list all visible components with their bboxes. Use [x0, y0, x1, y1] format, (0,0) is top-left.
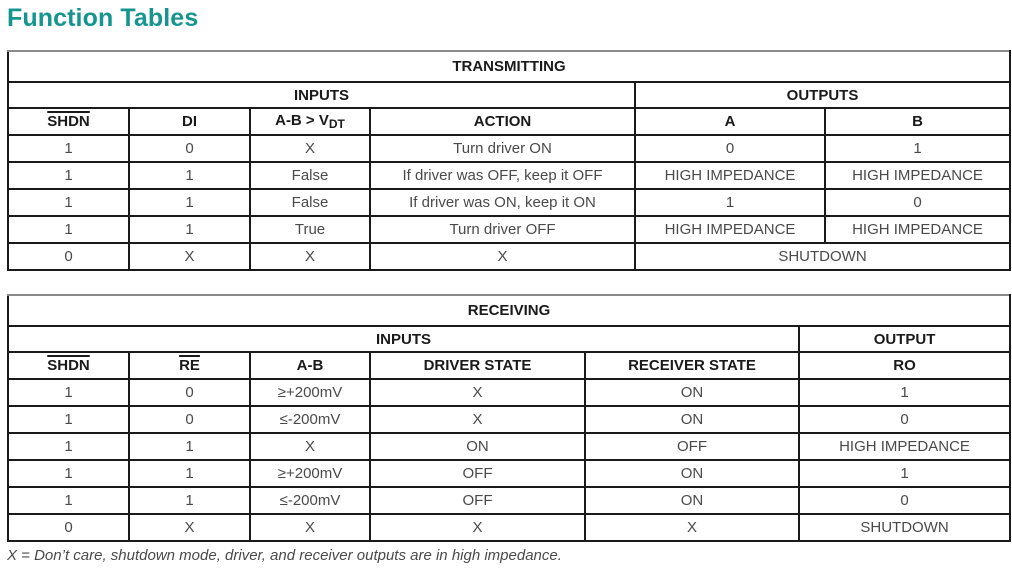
cell-action: Turn driver OFF: [370, 216, 635, 243]
table-row: [8, 433, 1010, 460]
cell-shdn: 1: [8, 406, 129, 433]
table-row: [8, 460, 1010, 487]
cell-ab: False: [250, 162, 370, 189]
cell-shdn: 1: [8, 487, 129, 514]
cell-action: Turn driver ON: [370, 135, 635, 162]
cell-action: If driver was ON, keep it ON: [370, 189, 635, 216]
rx-inputs-group: INPUTS: [8, 326, 799, 352]
cell-shdn: 1: [8, 460, 129, 487]
cell-outputs-shutdown: SHUTDOWN: [635, 243, 1010, 270]
cell-re: 0: [129, 406, 250, 433]
tx-outputs-group: OUTPUTS: [635, 82, 1010, 108]
cell-ab: X: [250, 243, 370, 270]
table-row: [8, 189, 1010, 216]
cell-ro: HIGH IMPEDANCE: [799, 433, 1010, 460]
cell-ab: ≤-200mV: [250, 487, 370, 514]
rx-header-driver-state: DRIVER STATE: [370, 352, 585, 379]
cell-shdn: 1: [8, 379, 129, 406]
cell-driver-state: ON: [370, 433, 585, 460]
cell-ro: 1: [799, 379, 1010, 406]
cell-re: 1: [129, 433, 250, 460]
cell-action: X: [370, 243, 635, 270]
cell-shdn: 1: [8, 135, 129, 162]
receiving-title: RECEIVING: [8, 295, 1010, 326]
cell-ro: 0: [799, 487, 1010, 514]
cell-shdn: 1: [8, 162, 129, 189]
rx-header-ab: A-B: [250, 352, 370, 379]
table-row: [8, 243, 1010, 270]
cell-ab: ≥+200mV: [250, 379, 370, 406]
cell-shdn: 1: [8, 216, 129, 243]
cell-receiver-state: OFF: [585, 433, 799, 460]
cell-shdn: 0: [8, 514, 129, 541]
footnote: X = Don’t care, shutdown mode, driver, and receiver outputs are in high impedance.: [7, 547, 562, 564]
table-row: [8, 514, 1010, 541]
cell-di: 1: [129, 189, 250, 216]
cell-re: 1: [129, 487, 250, 514]
transmitting-table: [7, 50, 1011, 271]
cell-ab: False: [250, 189, 370, 216]
cell-re: 1: [129, 460, 250, 487]
cell-receiver-state: ON: [585, 406, 799, 433]
cell-ro: 0: [799, 406, 1010, 433]
cell-ab: ≤-200mV: [250, 406, 370, 433]
tx-header-b: B: [825, 108, 1010, 135]
cell-driver-state: X: [370, 379, 585, 406]
cell-b: 1: [825, 135, 1010, 162]
tx-header-di: DI: [129, 108, 250, 135]
cell-b: HIGH IMPEDANCE: [825, 216, 1010, 243]
cell-a: HIGH IMPEDANCE: [635, 216, 825, 243]
cell-driver-state: X: [370, 406, 585, 433]
table-row: [8, 135, 1010, 162]
table-row: [8, 379, 1010, 406]
cell-b: 0: [825, 189, 1010, 216]
cell-ab: X: [250, 514, 370, 541]
cell-ro: SHUTDOWN: [799, 514, 1010, 541]
receiving-table: [7, 294, 1011, 542]
cell-a: 0: [635, 135, 825, 162]
cell-di: 0: [129, 135, 250, 162]
cell-di: 1: [129, 216, 250, 243]
tx-header-a: A: [635, 108, 825, 135]
rx-header-ro: RO: [799, 352, 1010, 379]
cell-receiver-state: ON: [585, 487, 799, 514]
cell-a: HIGH IMPEDANCE: [635, 162, 825, 189]
table-row: [8, 216, 1010, 243]
table-row: [8, 406, 1010, 433]
cell-receiver-state: ON: [585, 460, 799, 487]
cell-a: 1: [635, 189, 825, 216]
cell-driver-state: OFF: [370, 487, 585, 514]
table-row: [8, 162, 1010, 189]
cell-b: HIGH IMPEDANCE: [825, 162, 1010, 189]
tx-header-shdn: SHDN: [8, 108, 129, 135]
cell-di: 1: [129, 162, 250, 189]
cell-driver-state: X: [370, 514, 585, 541]
rx-header-re: $\overline{RE}$: [129, 352, 250, 379]
cell-driver-state: OFF: [370, 460, 585, 487]
cell-ab: X: [250, 433, 370, 460]
cell-re: X: [129, 514, 250, 541]
table-row: [8, 487, 1010, 514]
cell-shdn: 1: [8, 433, 129, 460]
cell-action: If driver was OFF, keep it OFF: [370, 162, 635, 189]
tx-header-ab: $A-B > V_{DT}$: [250, 108, 370, 135]
rx-header-receiver-state: RECEIVER STATE: [585, 352, 799, 379]
tx-header-action: ACTION: [370, 108, 635, 135]
page-title: Function Tables: [7, 4, 199, 32]
rx-header-shdn: SHDN: [8, 352, 129, 379]
cell-receiver-state: X: [585, 514, 799, 541]
cell-ab: ≥+200mV: [250, 460, 370, 487]
transmitting-title: TRANSMITTING: [8, 51, 1010, 82]
cell-re: 0: [129, 379, 250, 406]
cell-ab: True: [250, 216, 370, 243]
tx-inputs-group: INPUTS: [8, 82, 635, 108]
rx-output-group: OUTPUT: [799, 326, 1010, 352]
cell-ab: X: [250, 135, 370, 162]
cell-shdn: 1: [8, 189, 129, 216]
cell-di: X: [129, 243, 250, 270]
cell-shdn: 0: [8, 243, 129, 270]
cell-receiver-state: ON: [585, 379, 799, 406]
cell-ro: 1: [799, 460, 1010, 487]
